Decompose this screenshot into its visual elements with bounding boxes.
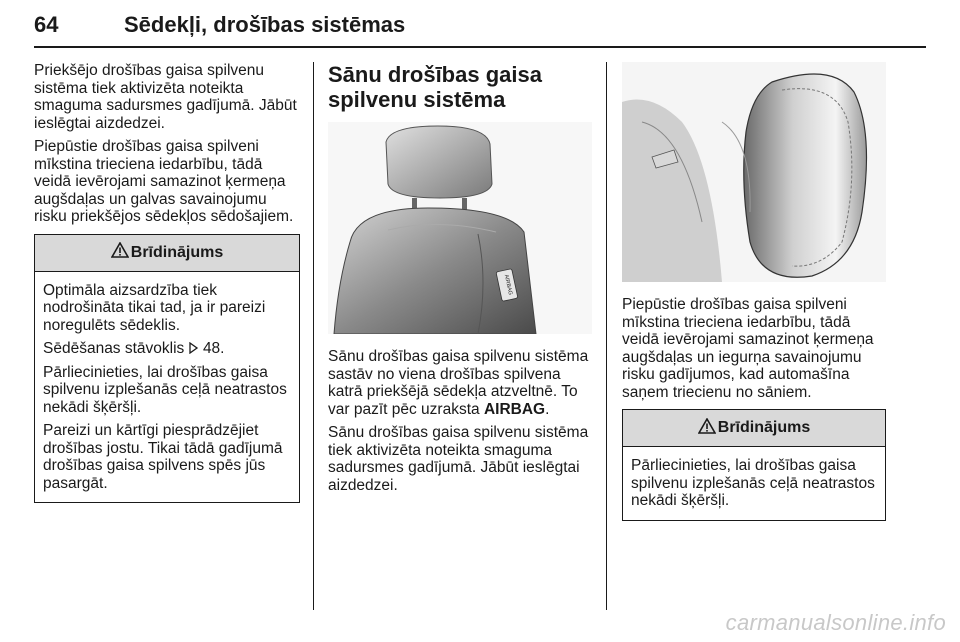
paragraph: Piepūstie drošības gaisa spilveni mīkstina trieciena iedarbību, tādā veidā ievērojami samazinot ķermeņa augšdaļas un iegurņa savainojumu risku gadījumos, kad automašīna saņem triecienu no sāniem. (622, 296, 874, 401)
paragraph: Optimāla aizsardzība tiek nodrošināta tikai tad, ja ir pareizi noregulēts sēdeklis. (43, 281, 266, 334)
paragraph (43, 340, 289, 358)
page-reference-arrow-icon[interactable] (189, 340, 203, 357)
paragraph: Sānu drošības gaisa spilvenu sistēma tiek aktivizēta noteikta smaguma sadursmes gadījumā. Jābūt ieslēgtai aizdedzei. (328, 424, 589, 494)
column-left (34, 62, 300, 503)
column-divider (606, 62, 607, 610)
warning-title: Brīdinājums (130, 243, 224, 261)
warning-triangle-icon (111, 242, 129, 263)
page-reference-link[interactable]: 48. (202, 340, 225, 357)
paragraph: Pārliecinieties, lai drošības gaisa spilvenu izplešanās ceļā neatrastos nekādi šķēršļi. (631, 457, 875, 509)
warning-box (622, 409, 886, 521)
warning-body (35, 272, 299, 503)
seat-airbag-label-figure (328, 122, 592, 334)
column-divider (313, 62, 314, 610)
warning-title: Brīdinājums (717, 419, 811, 436)
watermark: carmanualsonline.info (725, 610, 946, 635)
airbag-keyword: AIRBAG (483, 400, 546, 418)
paragraph: Priekšējo drošības gaisa spilvenu sistēma tiek aktivizēta noteikta smaguma sadursmes gadījumā. Jābūt ieslēgtai aizdedzei. (34, 62, 297, 132)
section-title: Sānu drošības gaisa spilvenu sistēma (328, 62, 542, 112)
warning-box (34, 234, 300, 504)
page-header (34, 6, 926, 46)
paragraph: Pareizi un kārtīgi piesprādzējiet drošības jostu. Tikai tādā gadījumā drošības gaisa spilvens spēs jūs pasargāt. (43, 422, 283, 492)
chapter-title: Sēdekļi, drošības sistēmas (124, 12, 406, 37)
column-right (622, 62, 886, 521)
header-rule (34, 46, 926, 48)
text-span: Sānu drošības gaisa spilvenu sistēma sastāv no viena drošības spilvena katrā priekšējā sēdekļa atzveltnē. To var pazīt pēc uzraksta (328, 348, 589, 418)
page-number: 64 (34, 12, 59, 37)
warning-header (623, 410, 885, 447)
warning-body (623, 447, 885, 520)
warning-triangle-icon (698, 418, 716, 439)
text-span: . (545, 400, 550, 418)
side-airbag-deployed-figure (622, 62, 886, 282)
paragraph: Piepūstie drošības gaisa spilveni mīkstina trieciena iedarbību, tādā veidā ievērojami samazinot ķermeņa augšdaļas un galvas savainojumu risku priekšējos sēdekļos sēdošajiem. (34, 138, 294, 225)
airbag-label: AIRBAG (502, 274, 514, 296)
paragraph: Pārliecinieties, lai drošības gaisa spilvenu izplešanās ceļā neatrastos nekādi šķēršļi. (43, 363, 287, 416)
column-middle (328, 62, 592, 500)
warning-header (35, 235, 299, 272)
reference-text: Sēdēšanas stāvoklis (43, 340, 185, 357)
paragraph (328, 348, 592, 418)
